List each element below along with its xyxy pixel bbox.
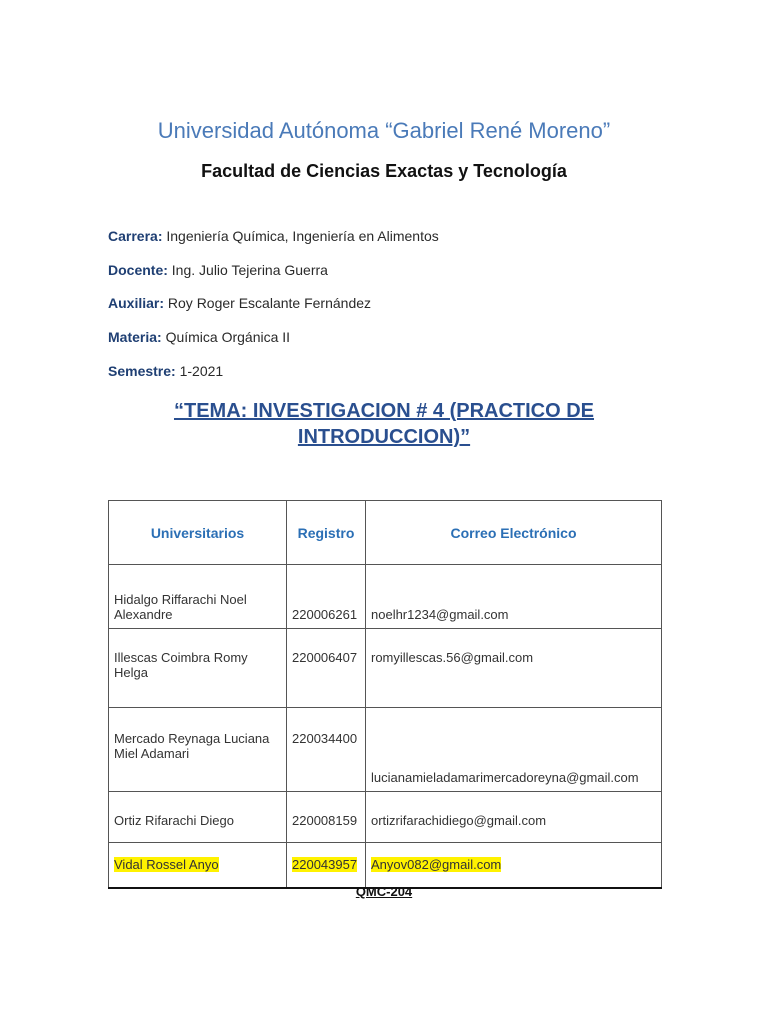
carrera-value: Ingeniería Química, Ingeniería en Alimentos [166,228,439,244]
auxiliar-value: Roy Roger Escalante Fernández [167,295,372,311]
field-auxiliar [108,295,371,311]
materia-label: Materia: [108,329,162,345]
semestre-label: Semestre: [108,363,176,379]
header-correo: Correo Electrónico [366,501,662,565]
student-registro: 220043957 [292,857,358,873]
student-email-cell [366,843,662,888]
field-docente [108,262,328,278]
student-email: Anyov082@gmail.com [371,857,502,873]
docente-value: Ing. Julio Tejerina Guerra [171,262,328,278]
student-name: Ortiz Rifarachi Diego [109,792,287,843]
table-row [109,565,662,629]
student-email: ortizrifarachidiego@gmail.com [366,792,662,843]
student-registro: 220006261 [287,565,366,629]
table-header-row [109,501,662,565]
tema-line-1: “TEMA: INVESTIGACION # 4 (PRACTICO DE [173,400,595,422]
university-title: Universidad Autónoma “Gabriel René Moreno” [157,118,611,143]
student-name: Illescas Coimbra Romy Helga [109,629,287,708]
docente-label: Docente: [108,262,168,278]
tema-line-2: INTRODUCCION)” [297,426,471,448]
table-row [109,708,662,792]
table-row [109,629,662,708]
student-registro: 220006407 [287,629,366,708]
field-semestre [108,363,223,379]
header-universitarios: Universitarios [109,501,287,565]
tema-title [0,398,768,450]
student-registro-cell [287,843,366,888]
field-materia [108,329,290,345]
table-row-highlighted [109,843,662,888]
student-email: lucianamieladamarimercadoreyna@gmail.com [366,708,662,792]
student-name: Hidalgo Riffarachi Noel Alexandre [109,565,287,629]
student-email: noelhr1234@gmail.com [366,565,662,629]
semestre-value: 1-2021 [179,363,224,379]
student-registro: 220008159 [287,792,366,843]
carrera-label: Carrera: [108,228,163,244]
course-code: QMC-204 [355,884,413,899]
student-name: Mercado Reynaga Luciana Miel Adamari [109,708,287,792]
auxiliar-label: Auxiliar: [108,295,165,311]
student-name-cell [109,843,287,888]
header-registro: Registro [287,501,366,565]
student-email: romyillescas.56@gmail.com [366,629,662,708]
faculty-title: Facultad de Ciencias Exactas y Tecnología [201,161,567,181]
table-row [109,792,662,843]
field-carrera [108,228,439,244]
materia-value: Química Orgánica II [165,329,291,345]
student-registro: 220034400 [287,708,366,792]
student-name: Vidal Rossel Anyo [114,857,219,873]
students-table [108,500,662,889]
